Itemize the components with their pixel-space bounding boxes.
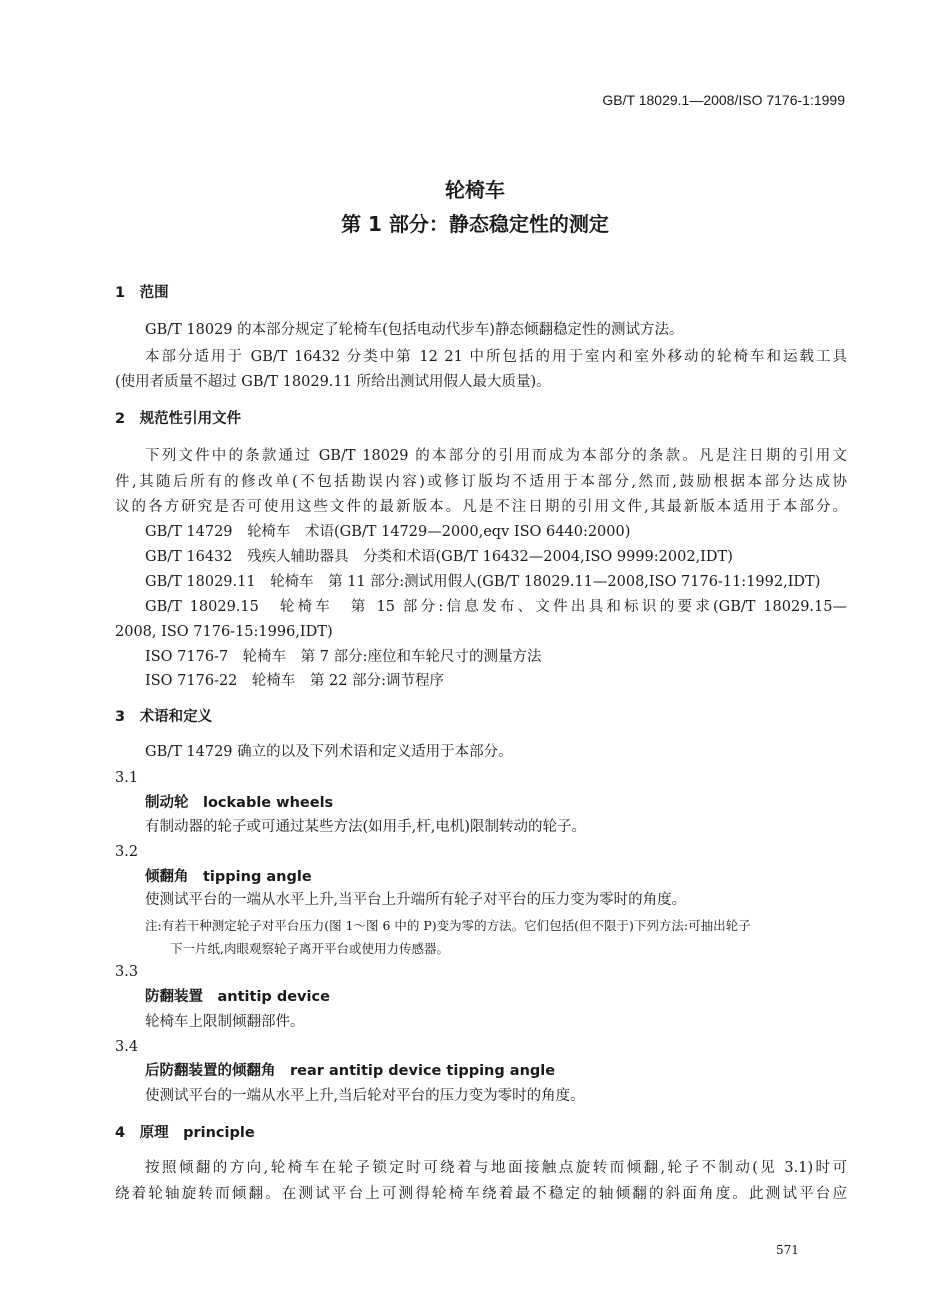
document-subtitle: 第 1 部分：静态稳定性的测定: [341, 212, 609, 236]
reference-item: GB/T 18029.15 轮椅车 第 15 部分:信息发布、文件出具和标识的要求(GB/T 18029.15—: [145, 599, 847, 615]
reference-item: GB/T 14729 轮椅车 术语(GB/T 14729—2000,eqv ISO 6440:2000): [145, 524, 631, 540]
paragraph-line: 件,其随后所有的修改单(不包括勘误内容)或修订版均不适用于本部分,然而,鼓励根据本部分达成协: [115, 474, 847, 490]
term-definition: 轮椅车上限制倾翻部件。: [145, 1014, 305, 1030]
paragraph-line: 本部分适用于 GB/T 16432 分类中第 12 21 中所包括的用于室内和室外移动的轮椅车和运载工具: [145, 349, 847, 365]
paragraph-line: 议的各方研究是否可使用这些文件的最新版本。凡是不注日期的引用文件,其最新版本适用于本部分。: [115, 499, 847, 515]
reference-item: ISO 7176-22 轮椅车 第 22 部分:调节程序: [145, 673, 444, 689]
document-title: 轮椅车: [445, 178, 505, 202]
standard-number-header: GB/T 18029.1—2008/ISO 7176-1:1999: [602, 92, 845, 108]
term-definition: 使测试平台的一端从水平上升,当后轮对平台的压力变为零时的角度。: [145, 1088, 585, 1104]
term-definition: 使测试平台的一端从水平上升,当平台上升端所有轮子对平台的压力变为零时的角度。: [145, 892, 687, 908]
note-line: 注:有若干种测定轮子对平台压力(图 1～图 6 中的 P)变为零的方法。它们包括(但不限于)下列方法:可抽出轮子: [145, 918, 751, 933]
paragraph-line: GB/T 18029 的本部分规定了轮椅车(包括电动代步车)静态倾翻稳定性的测试方法。: [145, 322, 684, 338]
term-name: 后防翻装置的倾翻角 rear antitip device tipping angle: [145, 1063, 556, 1079]
term-name: 制动轮 lockable wheels: [145, 795, 334, 811]
term-name: 防翻装置 antitip device: [145, 989, 330, 1005]
term-name: 倾翻角 tipping angle: [145, 869, 312, 885]
reference-item-continued: 2008, ISO 7176-15:1996,IDT): [115, 624, 333, 640]
reference-item: GB/T 16432 残疾人辅助器具 分类和术语(GB/T 16432—2004,ISO 9999:2002,IDT): [145, 549, 733, 565]
paragraph-line: (使用者质量不超过 GB/T 18029.11 所给出测试用假人最大质量)。: [115, 374, 551, 390]
section-3-heading: 3 术语和定义: [115, 709, 213, 725]
term-number: 3.4: [115, 1039, 139, 1055]
paragraph-line: 按照倾翻的方向,轮椅车在轮子锁定时可绕着与地面接触点旋转而倾翻,轮子不制动(见 3.1)时可: [145, 1160, 847, 1176]
term-number: 3.2: [115, 844, 139, 860]
reference-item: GB/T 18029.11 轮椅车 第 11 部分:测试用假人(GB/T 18029.11—2008,ISO 7176-11:1992,IDT): [145, 574, 821, 590]
page-number: 571: [776, 1243, 799, 1257]
section-1-heading: 1 范围: [115, 285, 169, 301]
term-number: 3.1: [115, 770, 139, 786]
paragraph-line: 下列文件中的条款通过 GB/T 18029 的本部分的引用而成为本部分的条款。凡是注日期的引用文: [145, 448, 847, 464]
note-line: 下一片纸,肉眼观察轮子离开平台或使用力传感器。: [170, 941, 449, 956]
term-number: 3.3: [115, 964, 139, 980]
paragraph-line: GB/T 14729 确立的以及下列术语和定义适用于本部分。: [145, 744, 513, 760]
paragraph-line: 绕着轮轴旋转而倾翻。在测试平台上可测得轮椅车绕着最不稳定的轴倾翻的斜面角度。此测试平台应: [115, 1186, 847, 1202]
section-4-heading: 4 原理 principle: [115, 1125, 255, 1141]
reference-item: ISO 7176-7 轮椅车 第 7 部分:座位和车轮尺寸的测量方法: [145, 649, 542, 665]
term-definition: 有制动器的轮子或可通过某些方法(如用手,杆,电机)限制转动的轮子。: [145, 819, 587, 835]
section-2-heading: 2 规范性引用文件: [115, 411, 242, 427]
